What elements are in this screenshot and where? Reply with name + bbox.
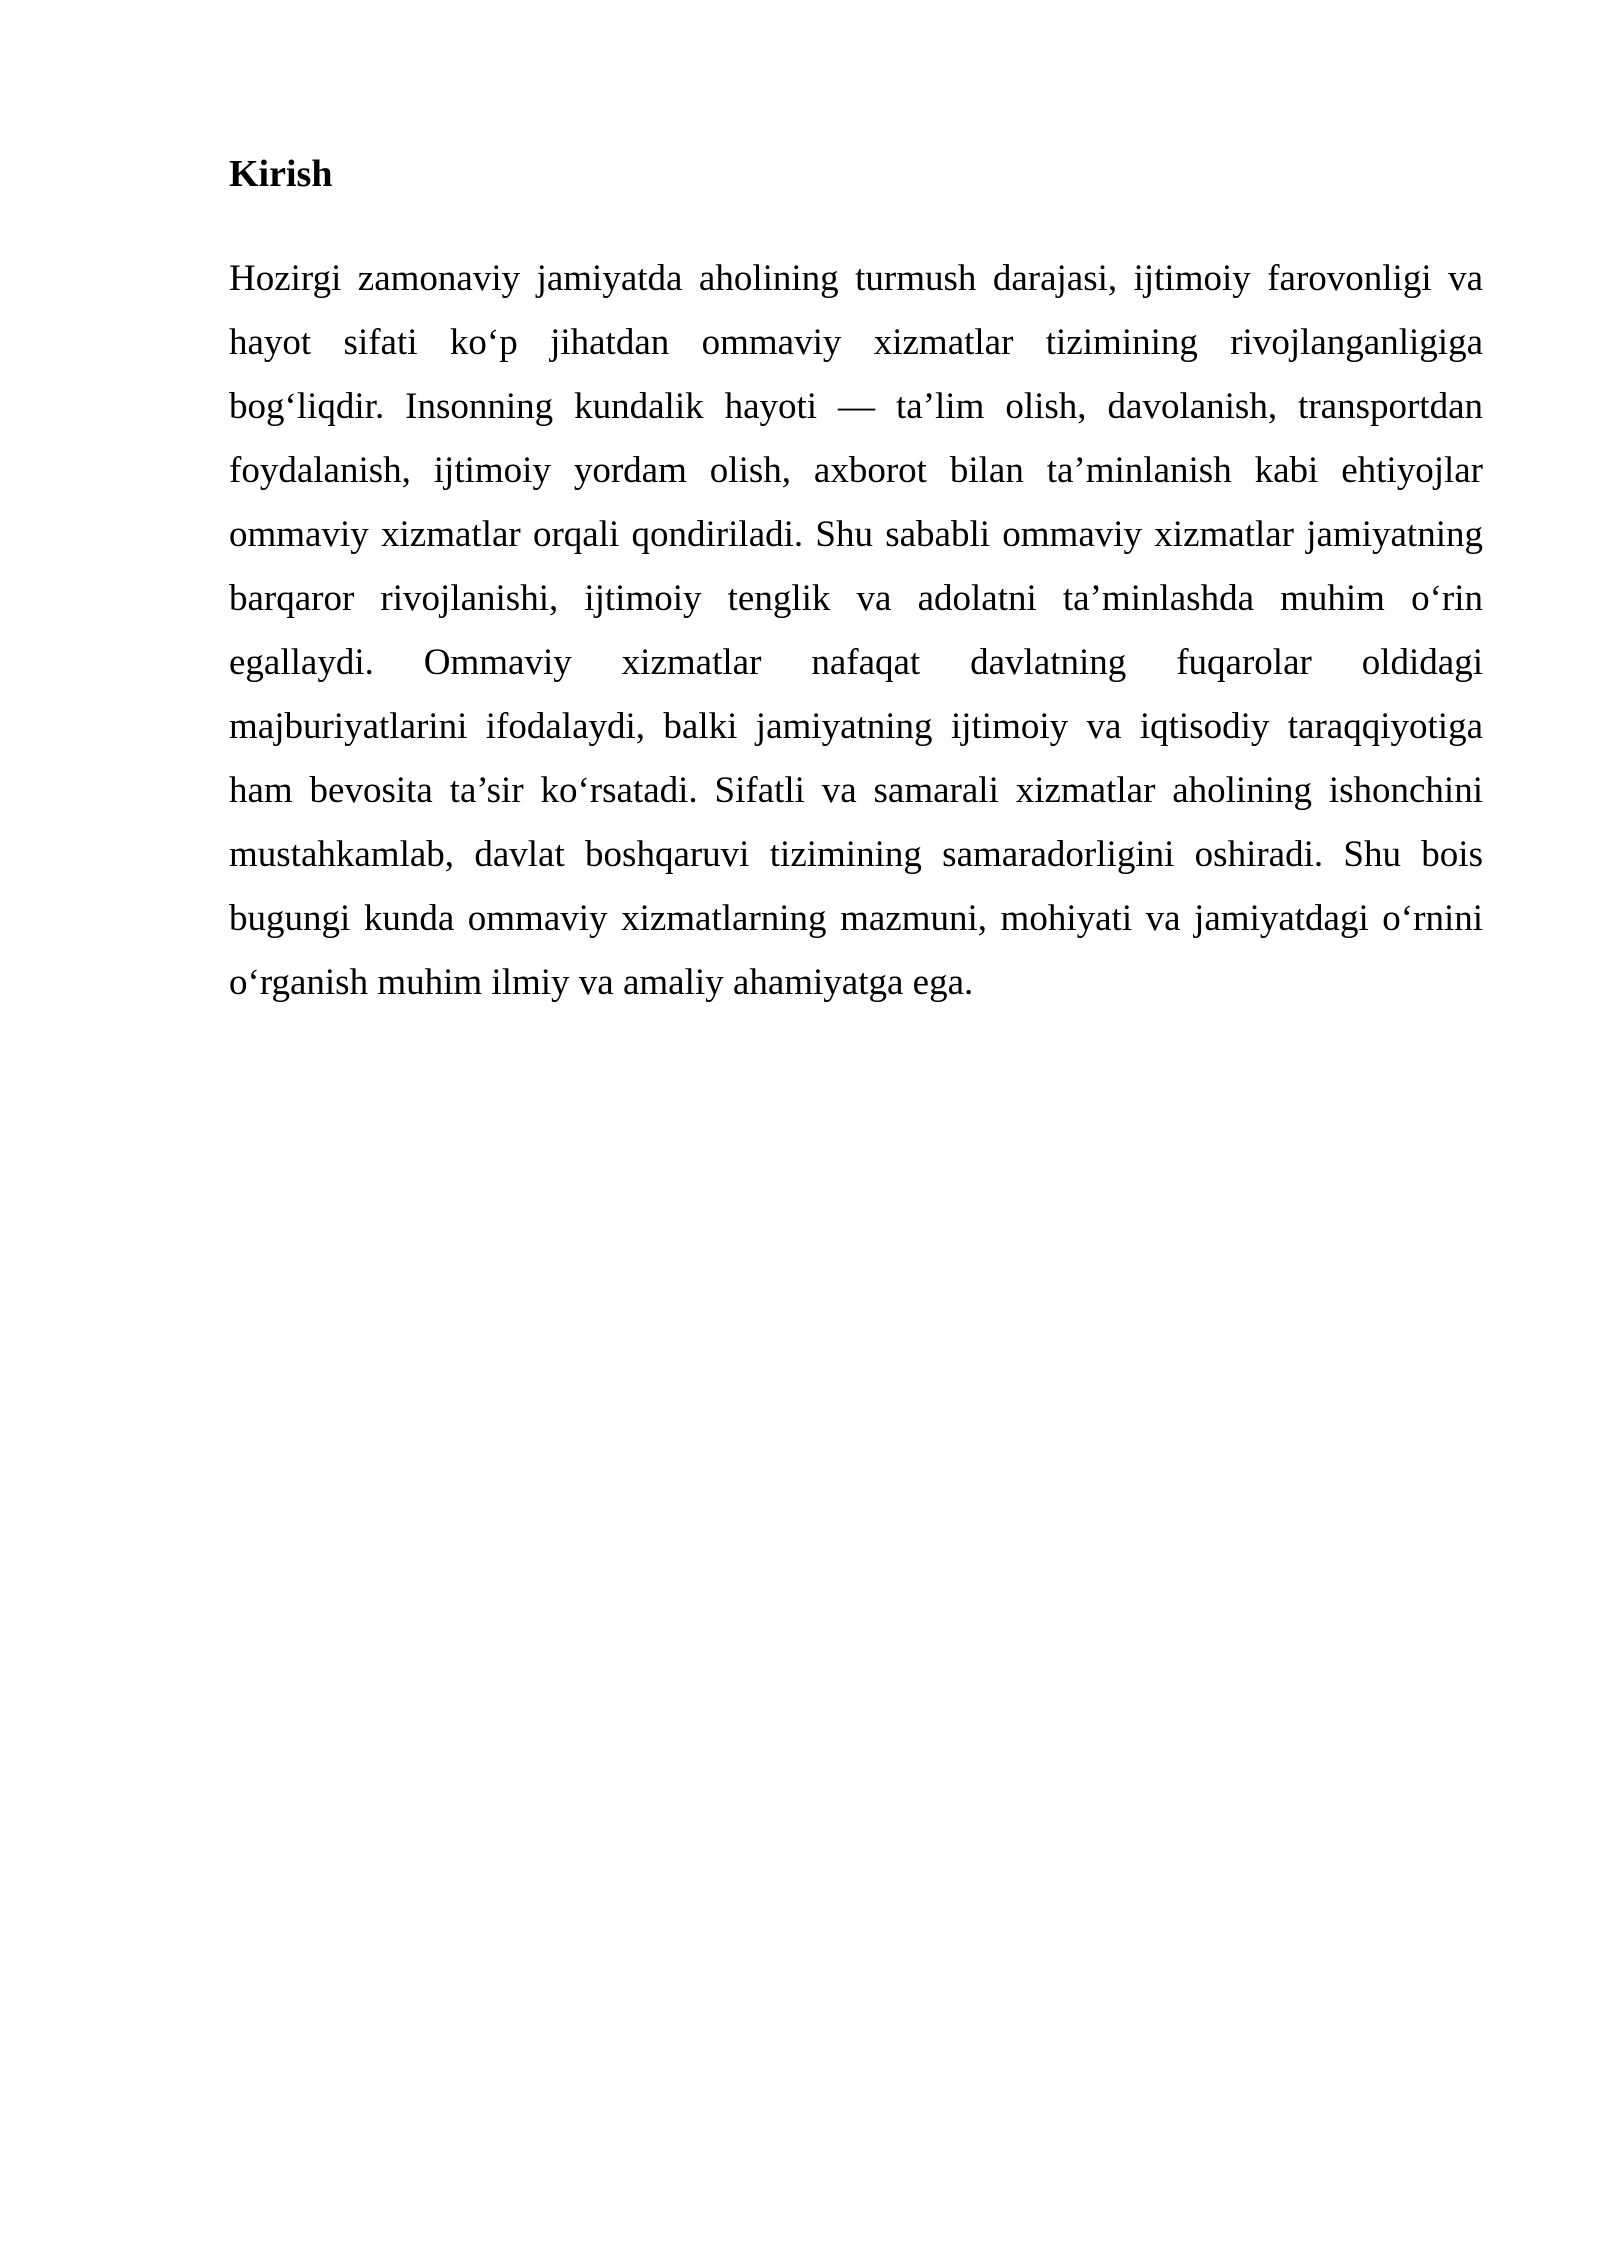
paragraph-line: ommaviy xizmatlar orqali qondiriladi. Shu sababli ommaviy xizmatlar jamiyatning xyxy=(229,514,1483,555)
paragraph-line: mustahkamlab, davlat boshqaruvi tizimining samaradorligini oshiradi. Shu bois xyxy=(229,834,1483,875)
page-content xyxy=(229,142,1483,1015)
paragraph-line: majburiyatlarini ifodalaydi, balki jamiyatning ijtimoiy va iqtisodiy taraqqiyotiga xyxy=(229,706,1483,747)
paragraph-line: bog‘liqdir. Insonning kundalik hayoti — ta’lim olish, davolanish, transportdan xyxy=(229,386,1483,427)
paragraph-line: Hozirgi zamonaviy jamiyatda aholining turmush darajasi, ijtimoiy farovonligi va xyxy=(229,258,1483,299)
paragraph-line: barqaror rivojlanishi, ijtimoiy tenglik va adolatni ta’minlashda muhim o‘rin xyxy=(229,578,1483,619)
intro-paragraph xyxy=(229,247,1483,1015)
paragraph-line: foydalanish, ijtimoiy yordam olish, axborot bilan ta’minlanish kabi ehtiyojlar xyxy=(229,450,1483,491)
section-heading: Kirish xyxy=(229,153,333,195)
paragraph-line: bugungi kunda ommaviy xizmatlarning mazmuni, mohiyati va jamiyatdagi o‘rnini xyxy=(229,898,1483,939)
paragraph-line: o‘rganish muhim ilmiy va amaliy ahamiyatga ega. xyxy=(229,962,974,1003)
paragraph-line: hayot sifati ko‘p jihatdan ommaviy xizmatlar tizimining rivojlanganligiga xyxy=(229,322,1483,363)
paragraph-line: egallaydi. Ommaviy xizmatlar nafaqat davlatning fuqarolar oldidagi xyxy=(229,642,1483,683)
paragraph-line: ham bevosita ta’sir ko‘rsatadi. Sifatli va samarali xizmatlar aholining ishonchini xyxy=(229,770,1483,811)
